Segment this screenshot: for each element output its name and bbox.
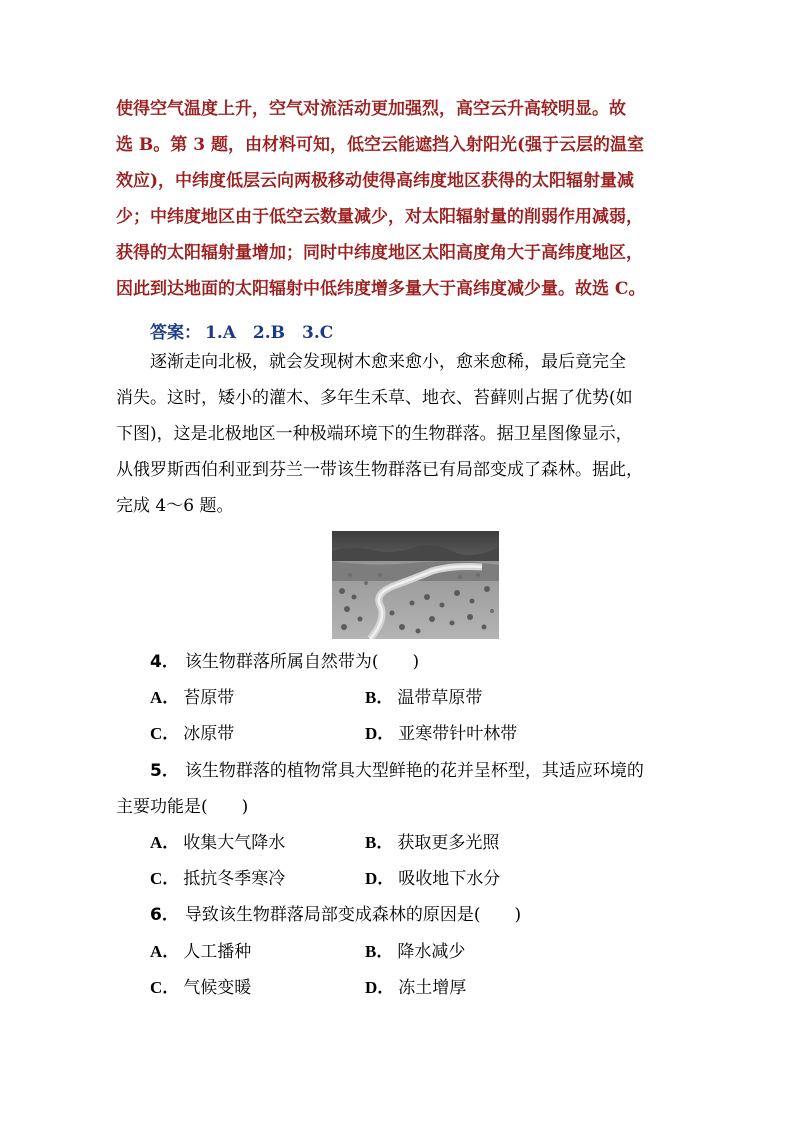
question-stem: 该生物群落所属自然带为( ) xyxy=(184,652,420,672)
option-letter: A． xyxy=(150,688,180,707)
option-d xyxy=(365,723,517,745)
answer-label: 答案： xyxy=(150,323,201,343)
passage-line: 从俄罗斯西伯利亚到芬兰一带该生物群落已有局部变成了森林。据此， xyxy=(116,460,643,480)
explanation-line: 少；中纬度地区由于低空云数量减少，对太阳辐射量的削弱作用减弱， xyxy=(116,207,643,227)
question-5 xyxy=(150,760,644,782)
option-letter: D． xyxy=(365,724,395,743)
option-text: 冻土增厚 xyxy=(398,978,467,998)
explanation-line: 因此到达地面的太阳辐射中低纬度增多量大于高纬度减少量。故选 C。 xyxy=(116,279,646,299)
option-c xyxy=(150,868,285,890)
explanation-line: 使得空气温度上升，空气对流活动更加强烈，高空云升高较明显。故 xyxy=(116,99,626,119)
passage-line: 消失。这时，矮小的灌木、多年生禾草、地衣、苔藓则占据了优势(如 xyxy=(116,388,633,408)
option-letter: C． xyxy=(150,724,180,743)
option-d xyxy=(365,977,466,999)
option-letter: B． xyxy=(365,942,394,961)
option-b xyxy=(365,941,465,963)
option-text: 获取更多光照 xyxy=(397,833,500,853)
option-a xyxy=(150,941,251,963)
option-b xyxy=(365,832,499,854)
passage-line: 下图)，这是北极地区一种极端环境下的生物群落。据卫星图像显示， xyxy=(116,424,633,444)
option-letter: C． xyxy=(150,869,180,888)
explanation-line: 效应)，中纬度低层云向两极移动使得高纬度地区获得的太阳辐射量减 xyxy=(116,171,635,191)
option-text: 收集大气降水 xyxy=(183,833,286,853)
explanation-line: 选 B。第 3 题，由材料可知，低空云能遮挡入射阳光(强于云层的温室 xyxy=(116,135,644,155)
option-text: 抵抗冬季寒冷 xyxy=(183,869,286,889)
question-stem: 该生物群落的植物常具大型鲜艳的花并呈杯型，其适应环境的 xyxy=(184,761,644,781)
question-6 xyxy=(150,904,521,926)
passage-line: 完成 4～6 题。 xyxy=(116,496,234,516)
question-stem-continued: 主要功能是( ) xyxy=(116,797,249,817)
option-letter: A． xyxy=(150,833,180,852)
passage-line: 逐渐走向北极，就会发现树木愈来愈小，愈来愈稀，最后竟完全 xyxy=(150,352,626,372)
question-number: 5． xyxy=(150,761,179,781)
question-number: 6． xyxy=(150,905,179,925)
option-d xyxy=(365,868,500,890)
option-letter: A． xyxy=(150,942,180,961)
option-letter: C． xyxy=(150,978,180,997)
option-c xyxy=(150,723,234,745)
answer-line xyxy=(150,318,333,343)
option-c xyxy=(150,977,251,999)
question-number: 4． xyxy=(150,652,179,672)
option-letter: D． xyxy=(365,869,395,888)
option-text: 温带草原带 xyxy=(397,688,483,708)
option-letter: B． xyxy=(365,688,394,707)
option-letter: B． xyxy=(365,833,394,852)
answer-values: 1.A 2.B 3.C xyxy=(205,323,334,343)
option-text: 降水减少 xyxy=(397,942,466,962)
option-letter: D． xyxy=(365,978,395,997)
option-text: 苔原带 xyxy=(183,688,235,708)
tundra-photo xyxy=(332,531,499,639)
option-a xyxy=(150,687,234,709)
option-text: 吸收地下水分 xyxy=(398,869,501,889)
option-text: 冰原带 xyxy=(183,724,235,744)
question-stem: 导致该生物群落局部变成森林的原因是( ) xyxy=(184,905,522,925)
explanation-line: 获得的太阳辐射量增加；同时中纬度地区太阳高度角大于高纬度地区， xyxy=(116,243,643,263)
option-text: 气候变暖 xyxy=(183,978,252,998)
question-4 xyxy=(150,651,419,673)
option-a xyxy=(150,832,285,854)
option-text: 亚寒带针叶林带 xyxy=(398,724,518,744)
option-text: 人工播种 xyxy=(183,942,252,962)
option-b xyxy=(365,687,482,709)
